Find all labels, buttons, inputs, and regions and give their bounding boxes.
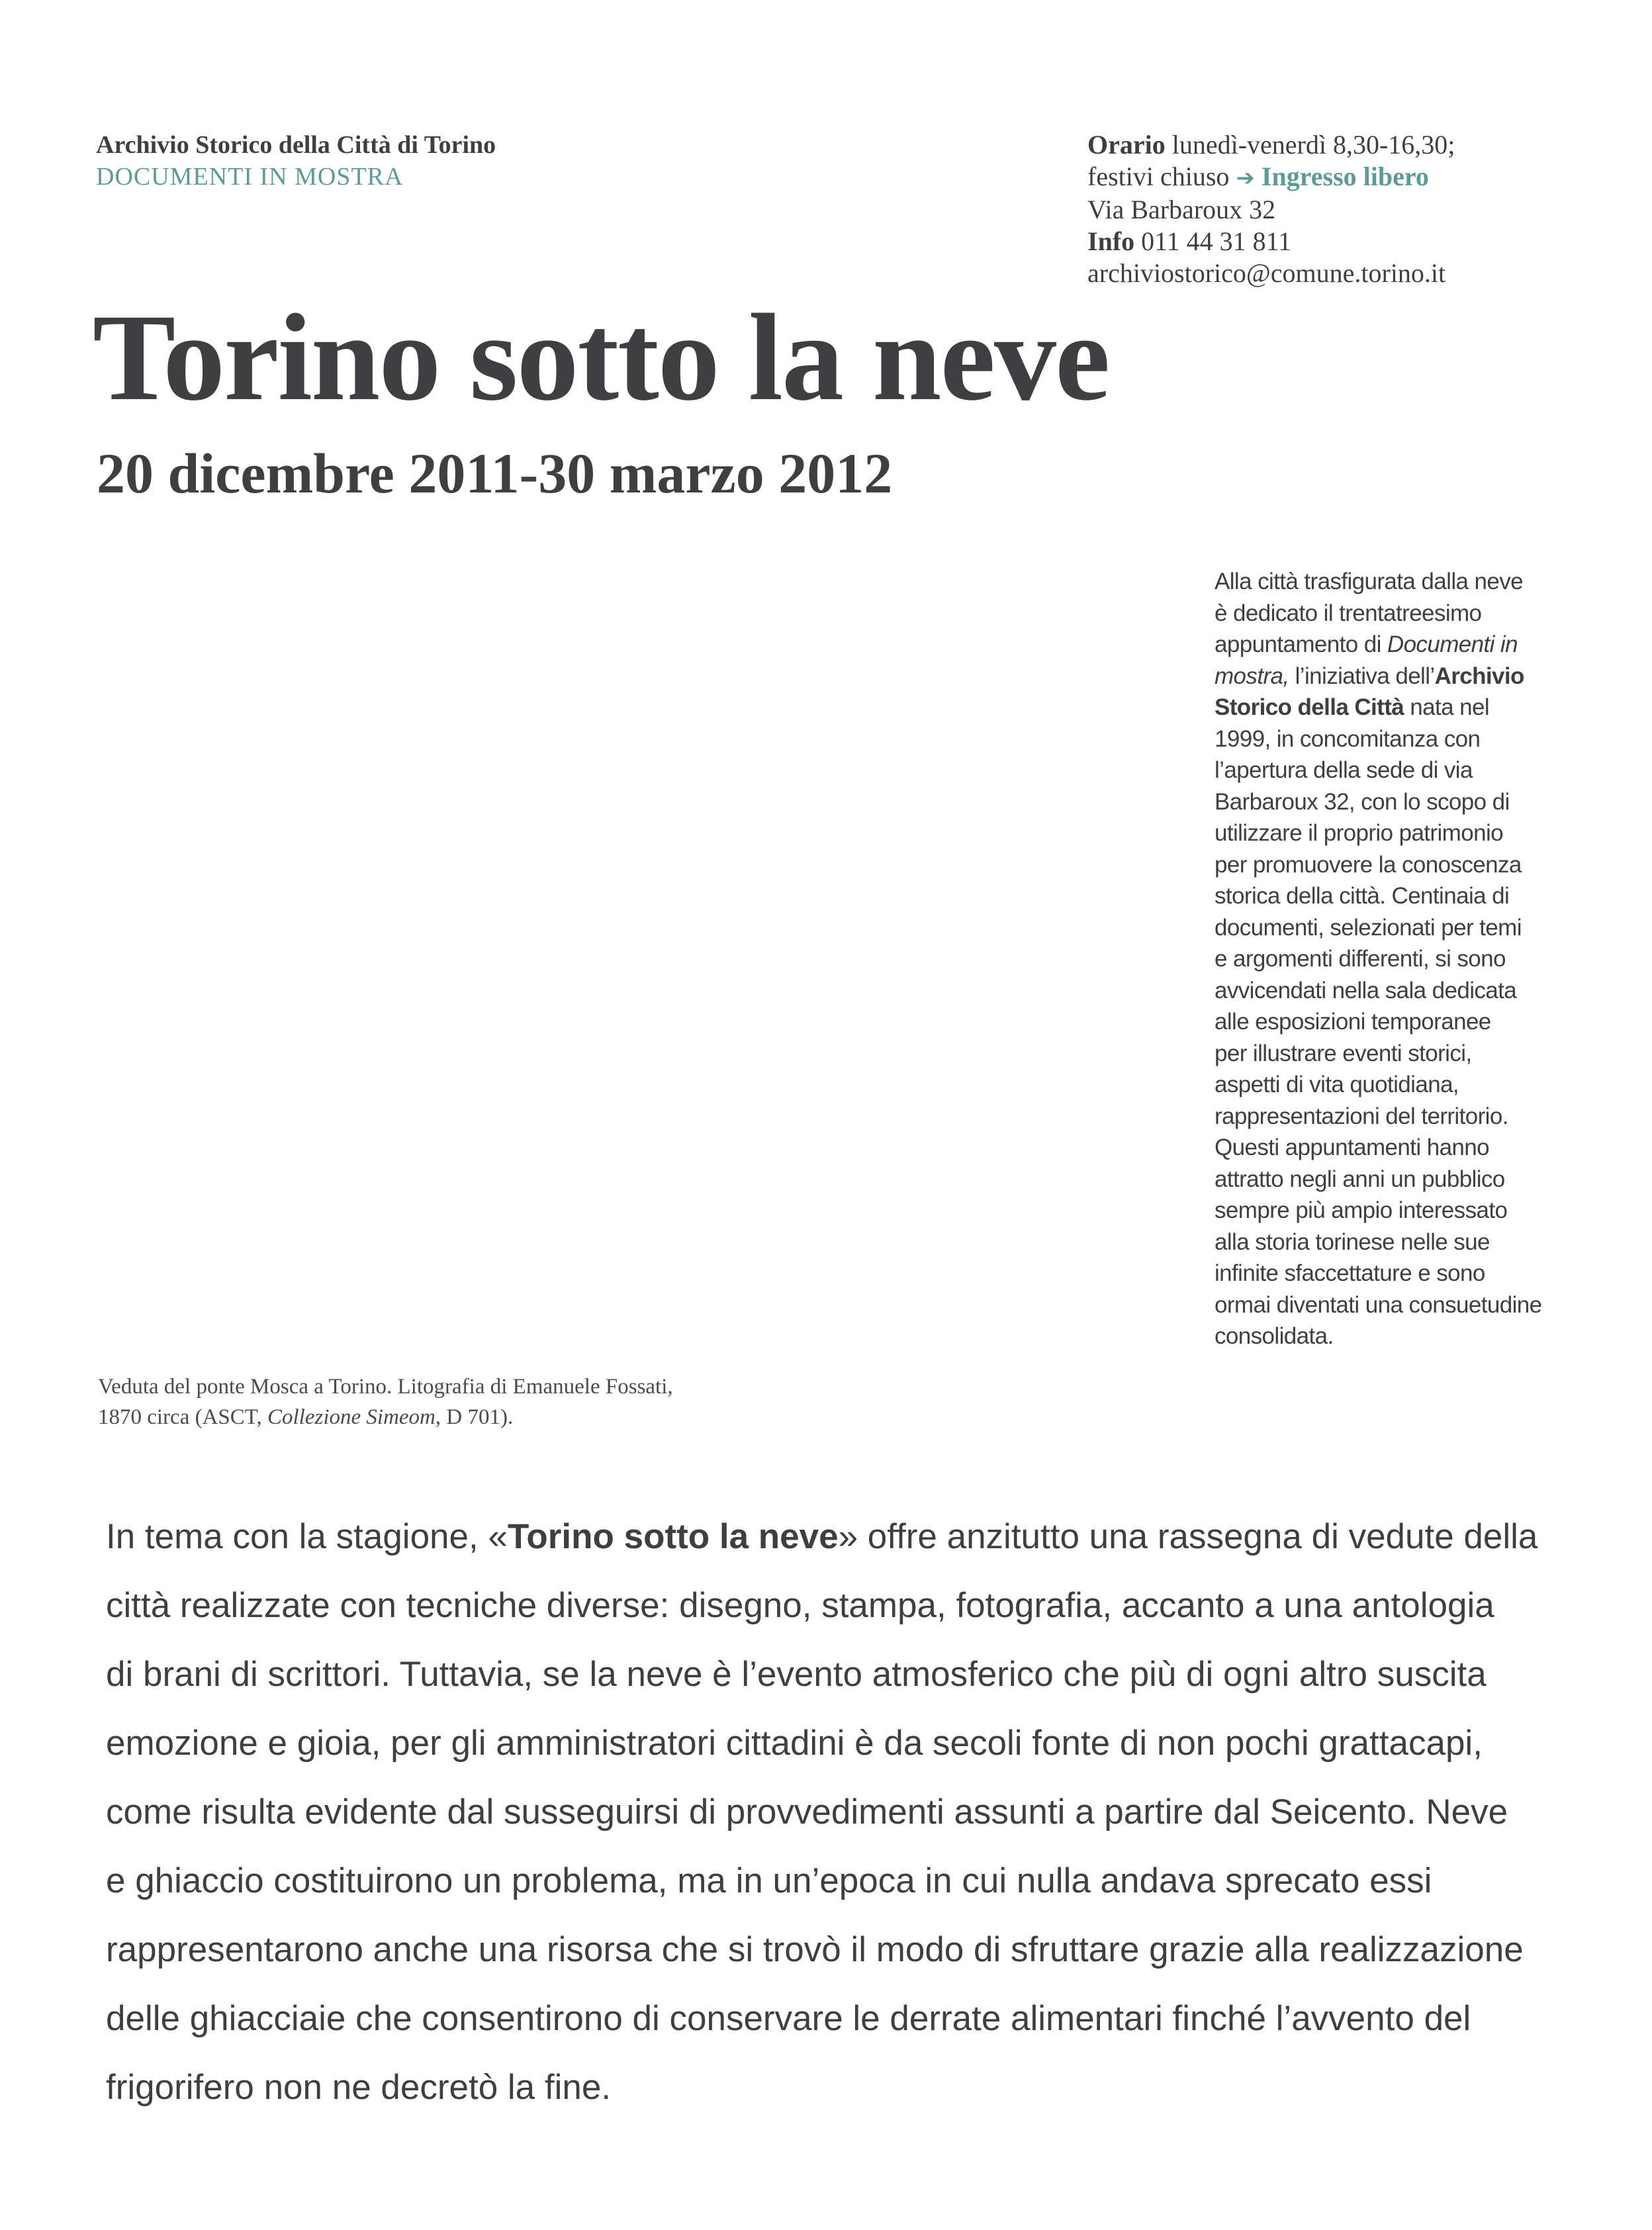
body-line: [106, 1503, 1595, 1571]
exhibition-dates: 20 dicembre 2011-30 marzo 2012: [97, 441, 893, 505]
intro-line: è dedicato il trentatreesimo: [1215, 600, 1482, 626]
archive-bold: Archivio: [1434, 663, 1524, 689]
address: Via Barbaroux 32: [1087, 195, 1276, 224]
intro-line: storica della città. Centinaia di: [1215, 883, 1510, 909]
caption-line: [98, 1402, 892, 1432]
intro-line: aspetti di vita quotidiana,: [1215, 1072, 1459, 1097]
body-line: emozione e gioia, per gli amministratori cittadini è da secoli fonte di non pochi grattacapi,: [106, 1724, 1483, 1763]
title-bold: Torino sotto la neve: [507, 1517, 839, 1556]
body-line: frigorifero non ne decretò la fine.: [106, 2068, 612, 2107]
body-line: di brani di scrittori. Tuttavia, se la neve è l’evento atmosferico che più di ogni altro suscita: [106, 1655, 1487, 1694]
intro-line: l’apertura della sede di via: [1215, 757, 1473, 783]
arrow-right-icon: ➔: [1236, 165, 1255, 191]
intro-line: [1215, 629, 1565, 661]
intro-text: appuntamento di: [1215, 631, 1387, 657]
intro-line: attratto negli anni un pubblico: [1215, 1166, 1505, 1192]
archive-bold: Storico della Città: [1215, 694, 1404, 720]
intro-line: Alla città trasfigurata dalla neve: [1215, 569, 1523, 594]
intro-paragraph: [1215, 566, 1565, 1352]
intro-text: l’iniziativa dell’: [1289, 663, 1435, 689]
intro-line: documenti, selezionati per temi: [1215, 914, 1522, 941]
intro-line: 1999, in concomitanza con: [1215, 725, 1481, 752]
collection-italic: Collezione Simeom: [267, 1405, 436, 1429]
admission-text: Ingresso libero: [1261, 162, 1429, 191]
body-text: » offre anzitutto una rassegna di vedute della: [838, 1517, 1538, 1556]
series-italic: Documenti in: [1387, 631, 1518, 657]
intro-line: utilizzare il proprio patrimonio: [1215, 820, 1503, 846]
body-line: come risulta evidente dal susseguirsi di provvedimenti assunti a partire dal Seicento. Neve: [106, 1792, 1508, 1832]
organization-name: Archivio Storico della Città di Torino: [96, 131, 496, 159]
phone: [1087, 226, 1617, 257]
intro-line: sempre più ampio interessato: [1215, 1197, 1508, 1223]
intro-line: alle esposizioni temporanee: [1215, 1009, 1491, 1035]
intro-text: nata nel: [1404, 694, 1490, 720]
header-left: [96, 129, 890, 193]
closed-and-admission: [1087, 161, 1617, 194]
body-text: In tema con la stagione, «: [106, 1517, 508, 1556]
intro-line: ormai diventati una consuetudine: [1215, 1291, 1542, 1318]
closed-text: festivi chiuso: [1087, 162, 1230, 191]
intro-line: per promuovere la conoscenza: [1215, 851, 1522, 878]
caption-line: Veduta del ponte Mosca a Torino. Litografia di Emanuele Fossati,: [98, 1375, 673, 1399]
intro-line: Barbaroux 32, con lo scopo di: [1215, 788, 1510, 815]
intro-line: e argomenti differenti, si sono: [1215, 946, 1506, 972]
intro-line: [1215, 692, 1565, 723]
body-line: rappresentarono anche una risorsa che si trovò il modo di sfruttare grazie alla realizzazione: [106, 1930, 1524, 1969]
phone-label: Info: [1087, 226, 1135, 256]
hours-label: Orario: [1087, 130, 1166, 160]
body-line: e ghiaccio costituirono un problema, ma in un’epoca in cui nulla andava sprecato essi: [106, 1861, 1432, 1900]
series-name: DOCUMENTI IN MOSTRA: [96, 163, 404, 191]
body-line: delle ghiacciaie che consentirono di conservare le derrate alimentari finché l’avvento del: [106, 1999, 1471, 2038]
phone-value: 011 44 31 811: [1141, 226, 1292, 256]
visitor-info: [1087, 129, 1617, 289]
body-line: città realizzate con tecniche diverse: disegno, stampa, fotografia, accanto a una antologia: [106, 1586, 1494, 1625]
image-caption: [98, 1371, 892, 1432]
intro-line: alla storia torinese nelle sue: [1215, 1229, 1490, 1255]
opening-hours: [1087, 129, 1617, 161]
page-title: Torino sotto la neve: [93, 288, 1109, 426]
intro-line: per illustrare eventi storici,: [1215, 1040, 1472, 1066]
intro-line: consolidata.: [1215, 1323, 1334, 1349]
intro-line: infinite sfaccettature e sono: [1215, 1260, 1485, 1286]
caption-text: , D 701).: [435, 1405, 514, 1429]
caption-text: 1870 circa (ASCT,: [98, 1405, 267, 1429]
intro-line: Questi appuntamenti hanno: [1215, 1135, 1490, 1160]
body-paragraph: [106, 1503, 1595, 2122]
series-italic: mostra,: [1215, 663, 1289, 689]
intro-line: avvicendati nella sala dedicata: [1215, 977, 1517, 1003]
intro-line: [1215, 661, 1565, 692]
hours-value: lunedì-venerdì 8,30-16,30;: [1171, 130, 1455, 160]
email-link[interactable]: archiviostorico@comune.torino.it: [1087, 258, 1446, 288]
intro-line: rappresentazioni del territorio.: [1215, 1103, 1508, 1129]
